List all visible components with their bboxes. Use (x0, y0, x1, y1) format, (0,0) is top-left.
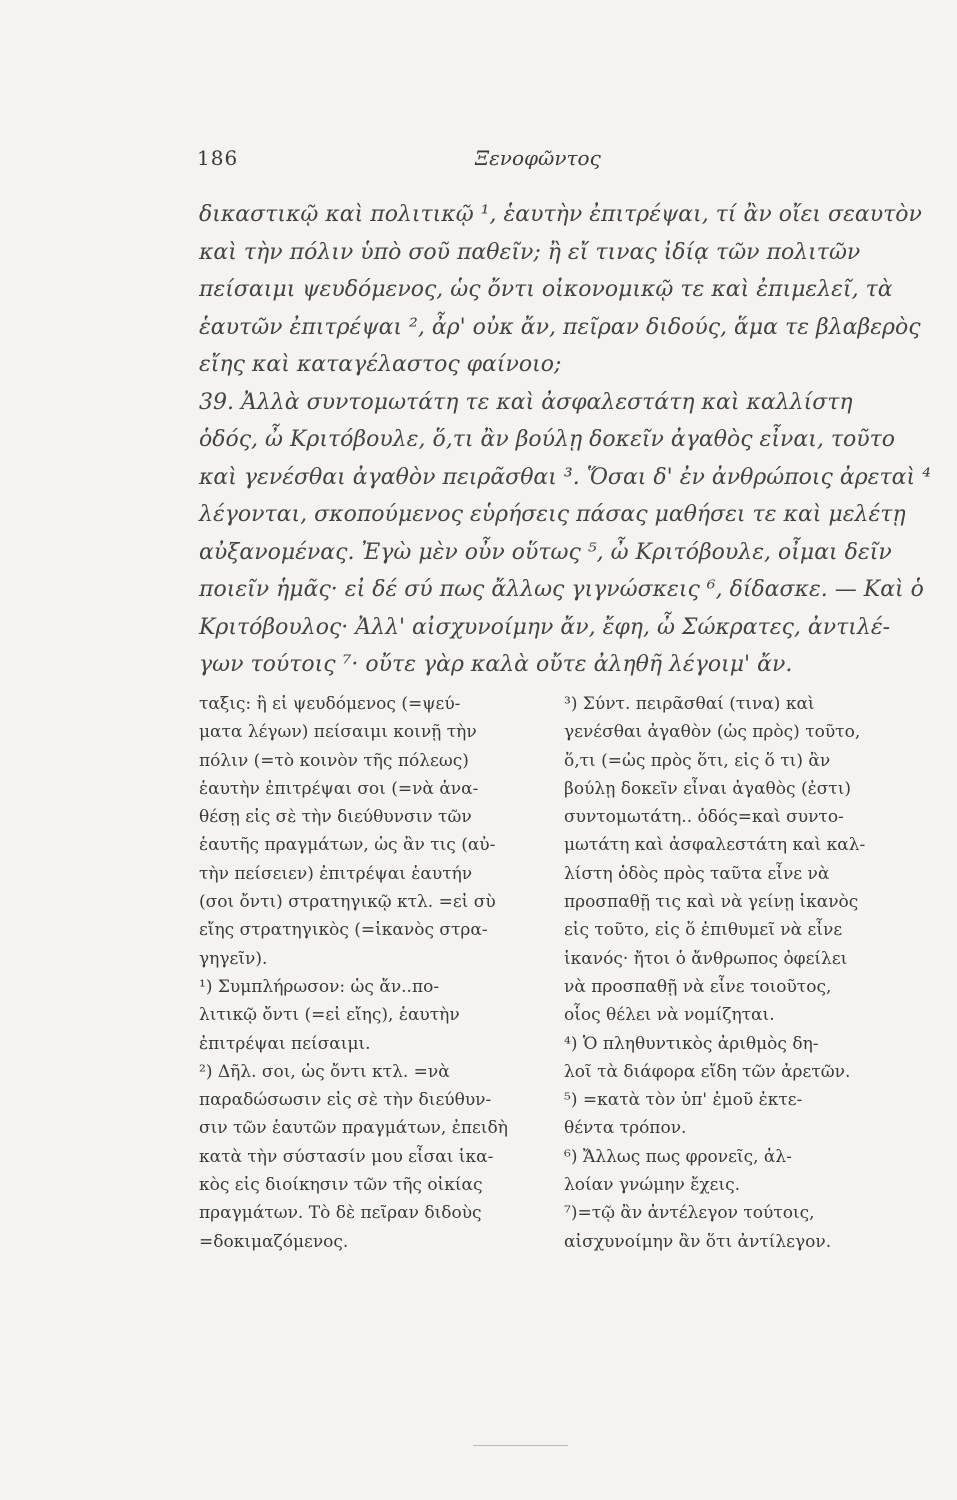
main-text-line: ὁδός, ὦ Κριτόβουλε, ὅ,τι ἂν βούλῃ δοκεῖν ἀγαθὸς εἶναι, τοῦτο (199, 427, 896, 452)
note-line: ἑαυτὴν ἐπιτρέψαι σοι (=νὰ ἀνα- (199, 778, 479, 799)
main-text-line: ἑαυτῶν ἐπιτρέψαι ², ἆρ' οὐκ ἄν, πεῖραν διδούς, ἅμα τε βλαβερὸς (199, 314, 921, 340)
notes-left-column (199, 690, 508, 1256)
note-line: ματα λέγων) πείσαιμι κοινῇ τὴν (199, 722, 477, 743)
note-line: νὰ προσπαθῇ νὰ εἶνε τοιοῦτος, (564, 976, 832, 997)
note-line: ⁷)=τῷ ἂν ἀντέλεγον τούτοις, (564, 1203, 815, 1224)
main-text-line: εἴης καὶ καταγέλαστος φαίνοιο; (199, 352, 562, 377)
note-line: μωτάτη καὶ ἀσφαλεστάτη καὶ καλ- (564, 835, 866, 856)
note-line: λίστη ὁδὸς πρὸς ταῦτα εἶνε νὰ (564, 863, 830, 884)
note-line: γηγεῖν). (199, 948, 268, 969)
note-line: τὴν πείσειεν) ἐπιτρέψαι ἑαυτήν (199, 863, 473, 884)
main-text-line: αὐξανομένας. Ἐγὼ μὲν οὖν οὕτως ⁵, ὦ Κριτόβουλε, οἶμαι δεῖν (199, 539, 892, 565)
notes-right-column (564, 690, 904, 1256)
note-line: =δοκιμαζόμενος. (199, 1231, 349, 1252)
note-line: ²) Δῆλ. σοι, ὡς ὄντι κτλ. =νὰ (199, 1061, 450, 1082)
note-line: αἰσχυνοίμην ἂν ὅτι ἀντίλεγον. (564, 1231, 832, 1252)
note-line: γενέσθαι ἀγαθὸν (ὡς πρὸς) τοῦτο, (564, 722, 861, 743)
note-line: ⁶) Ἄλλως πως φρονεῖς, ἀλ- (564, 1146, 792, 1167)
note-line: θέσῃ εἰς σὲ τὴν διεύθυνσιν τῶν (199, 807, 472, 828)
main-text-line: Κριτόβουλος· Ἀλλ' αἰσχυνοίμην ἄν, ἔφη, ὦ Σώκρατες, ἀντιλέ- (199, 614, 891, 640)
note-line: κατὰ τὴν σύστασίν μου εἶσαι ἱκα- (199, 1146, 494, 1167)
note-line: ⁴) Ὁ πληθυντικὸς ἀριθμὸς δη- (564, 1033, 819, 1054)
main-text-line: καὶ γενέσθαι ἀγαθὸν πειρᾶσθαι ³. Ὅσαι δ' ἐν ἀνθρώποις ἀρεταὶ ⁴ (199, 464, 931, 490)
note-line: πόλιν (=τὸ κοινὸν τῆς πόλεως) (199, 750, 469, 771)
note-line: ⁵) =κατὰ τὸν ὑπ' ἐμοῦ ἐκτε- (564, 1090, 803, 1111)
note-line: οἷος θέλει νὰ νομίζηται. (564, 1005, 775, 1026)
note-line: θέντα τρόπον. (564, 1118, 687, 1139)
main-text-line: 39. Ἀλλὰ συντομωτάτη τε καὶ ἀσφαλεστάτη καὶ καλλίστη (199, 389, 853, 415)
note-line: λιτικῷ ὄντι (=εἰ εἴης), ἑαυτὴν (199, 1005, 460, 1026)
note-line: πραγμάτων. Τὸ δὲ πεῖραν διδοὺς (199, 1203, 482, 1224)
note-line: εἴης στρατηγικὸς (=ἱκανὸς στρα- (199, 920, 488, 941)
bottom-rule (473, 1445, 568, 1446)
note-line: (σοι ὄντι) στρατηγικῷ κτλ. =εἰ σὺ (199, 892, 496, 913)
main-text-line: λέγονται, σκοπούμενος εὑρήσεις πάσας μαθήσει τε καὶ μελέτῃ (199, 502, 906, 527)
running-title: Ξενοφῶντος (475, 146, 601, 170)
note-line: ὅ,τι (=ὡς πρὸς ὅτι, εἰς ὅ τι) ἂν (564, 750, 831, 771)
note-line: λοῖ τὰ διάφορα εἴδη τῶν ἀρετῶν. (564, 1061, 851, 1082)
main-text-line: καὶ τὴν πόλιν ὑπὸ σοῦ παθεῖν; ἢ εἴ τινας ἰδίᾳ τῶν πολιτῶν (199, 239, 861, 265)
main-text-line: δικαστικῷ καὶ πολιτικῷ ¹, ἑαυτὴν ἐπιτρέψαι, τί ἂν οἴει σεαυτὸν (199, 202, 922, 227)
note-line: ἱκανός· ἤτοι ὁ ἄνθρωπος ὀφείλει (564, 948, 848, 969)
note-line: παραδώσωσιν εἰς σὲ τὴν διεύθυν- (199, 1090, 492, 1111)
note-line: ³) Σύντ. πειρᾶσθαί (τινα) καὶ (564, 694, 815, 714)
note-line: ἐπιτρέψαι πείσαιμι. (199, 1033, 371, 1054)
note-line: βούλῃ δοκεῖν εἶναι ἀγαθὸς (ἐστι) (564, 778, 851, 799)
page-number: 186 (197, 146, 239, 170)
note-line: σιν τῶν ἑαυτῶν πραγμάτων, ἐπειδὴ (199, 1118, 508, 1139)
note-line: κὸς εἰς διοίκησιν τῶν τῆς οἰκίας (199, 1175, 483, 1196)
main-text (199, 196, 931, 684)
main-text-line: γων τούτοις ⁷· οὔτε γὰρ καλὰ οὔτε ἀληθῆ λέγοιμ' ἄν. (199, 652, 793, 677)
note-line: ¹) Συμπλήρωσον: ὡς ἄν..πο- (199, 976, 440, 997)
main-text-line: πείσαιμι ψευδόμενος, ὡς ὄντι οἰκονομικῷ τε καὶ ἐπιμελεῖ, τὰ (199, 277, 893, 302)
note-line: ταξις: ἢ εἰ ψευδόμενος (=ψεύ- (199, 694, 461, 714)
note-line: προσπαθῇ τις καὶ νὰ γείνῃ ἱκανὸς (564, 892, 859, 913)
main-text-line: ποιεῖν ἡμᾶς· εἰ δέ σύ πως ἄλλως γιγνώσκεις ⁶, δίδασκε. — Καὶ ὁ (199, 577, 924, 602)
note-line: εἰς τοῦτο, εἰς ὅ ἐπιθυμεῖ νὰ εἶνε (564, 920, 843, 941)
note-line: συντομωτάτη.. ὁδός=καὶ συντο- (564, 807, 844, 828)
note-line: ἑαυτῆς πραγμάτων, ὡς ἂν τις (αὐ- (199, 835, 496, 856)
note-line: λοίαν γνώμην ἔχεις. (564, 1175, 741, 1196)
